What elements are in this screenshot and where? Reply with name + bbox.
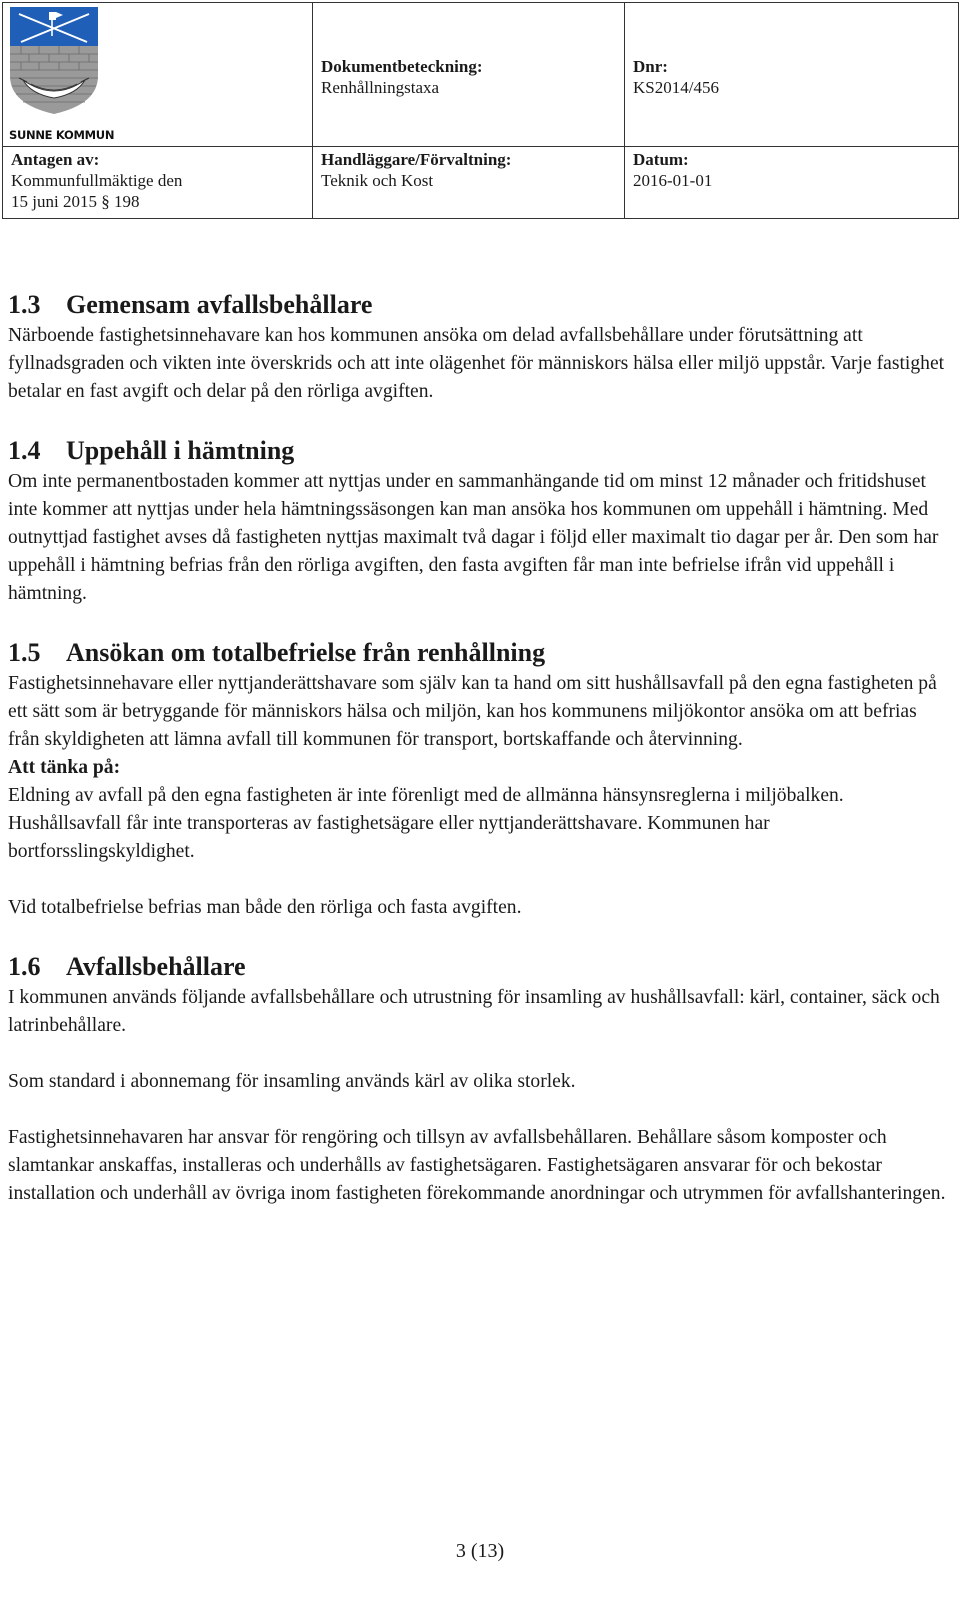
section-number: 1.4 — [8, 436, 41, 465]
handler-label: Handläggare/Förvaltning: — [321, 150, 512, 169]
adopted-line2: 15 juni 2015 § 198 — [11, 192, 140, 211]
section-1-4 — [8, 434, 952, 608]
section-number: 1.6 — [8, 952, 41, 981]
paragraph: I kommunen används följande avfallsbehållare och utrustning för insamling av hushållsavfall: kärl, container, säck och latrinbehållare. — [8, 987, 940, 1036]
date-value: 2016-01-01 — [633, 171, 713, 190]
paragraph: Hushållsavfall får inte transporteras av fastighetsägare eller nyttjanderättshavare. Kommunen har bortforsslingskyldighet. — [8, 813, 770, 862]
doc-label: Dokumentbeteckning: — [321, 57, 483, 76]
municipality-logo — [3, 3, 115, 146]
section-1-6 — [8, 950, 952, 1208]
date-cell — [625, 147, 959, 219]
date-label: Datum: — [633, 150, 689, 169]
paragraph: Om inte permanentbostaden kommer att nyttjas under en sammanhängande tid om minst 12 månader och fritidshuset inte kommer att nyttjas under hela hämtningssäsongen kan man ansöka hos kommunen om uppehåll i hämtning. Med outnyttjad fastighet avses då fastigheten nyttjas maximalt två dagar i följd eller maximalt tio dagar per år. Den som har uppehåll i hämtning befrias från den rörliga avgiften, den fasta avgiften får man inte befrielse ifrån vid uppehåll i hämtning. — [8, 471, 939, 604]
paragraph: Som standard i abonnemang för insamling används kärl av olika storlek. — [8, 1071, 576, 1092]
document-body — [8, 288, 952, 1208]
handler-value: Teknik och Kost — [321, 171, 434, 190]
section-number: 1.3 — [8, 290, 41, 319]
paragraph: Eldning av avfall på den egna fastigheten är inte förenligt med de allmänna hänsynsreglerna i miljöbalken. — [8, 785, 844, 806]
logo-text: SUNNE KOMMUN — [9, 128, 115, 142]
paragraph: Vid totalbefrielse befrias man både den rörliga och fasta avgiften. — [8, 897, 522, 918]
dnr-label: Dnr: — [633, 57, 668, 76]
page-number: 3 (13) — [455, 1540, 505, 1562]
section-heading — [8, 950, 952, 984]
adopted-line1: Kommunfullmäktige den — [11, 171, 183, 190]
dnr-value: KS2014/456 — [633, 78, 719, 97]
paragraph: Närboende fastighetsinnehavare kan hos kommunen ansöka om delad avfallsbehållare under förutsättning att fyllnadsgraden och vikten inte överskrids och att inte olägenhet för människors hälsa eller miljö uppstår. Varje fastighet betalar en fast avgift och delar på den rörliga avgiften. — [8, 325, 945, 402]
section-heading — [8, 288, 952, 322]
dnr-cell — [625, 3, 959, 147]
logo-cell — [3, 3, 313, 147]
section-title: Uppehåll i hämtning — [66, 436, 295, 465]
section-title: Gemensam avfallsbehållare — [66, 290, 373, 319]
section-number: 1.5 — [8, 638, 41, 667]
section-title: Avfallsbehållare — [66, 952, 246, 981]
handler-cell — [313, 147, 625, 219]
document-designation-cell — [313, 3, 625, 147]
section-heading — [8, 636, 952, 670]
doc-value: Renhållningstaxa — [321, 78, 440, 97]
coat-of-arms-icon — [9, 6, 99, 118]
note-label: Att tänka på: — [8, 757, 121, 778]
section-1-3 — [8, 288, 952, 406]
paragraph: Fastighetsinnehavaren har ansvar för rengöring och tillsyn av avfallsbehållaren. Behållare såsom komposter och slamtankar anskaffas, installeras och underhålls av fastighetsägaren. Fastighetsägaren ansvarar för och bekostar installation och underhåll av övriga inom fastigheten förekommande anordningar och utrymmen för avfallshanteringen. — [8, 1127, 946, 1204]
adopted-by-cell — [3, 147, 313, 219]
section-1-5 — [8, 636, 952, 922]
section-heading — [8, 434, 952, 468]
section-title: Ansökan om totalbefrielse från renhållning — [66, 638, 546, 667]
paragraph: Fastighetsinnehavare eller nyttjanderättshavare som själv kan ta hand om sitt hushållsavfall på den egna fastigheten på ett sätt som är betryggande för människors hälsa och miljön, kan hos kommunens miljökontor ansöka om att befrias från skyldigheten att lämna avfall till kommunen för transport, bortskaffande och återvinning. — [8, 673, 937, 750]
adopted-label: Antagen av: — [11, 150, 100, 169]
document-header — [2, 2, 959, 219]
